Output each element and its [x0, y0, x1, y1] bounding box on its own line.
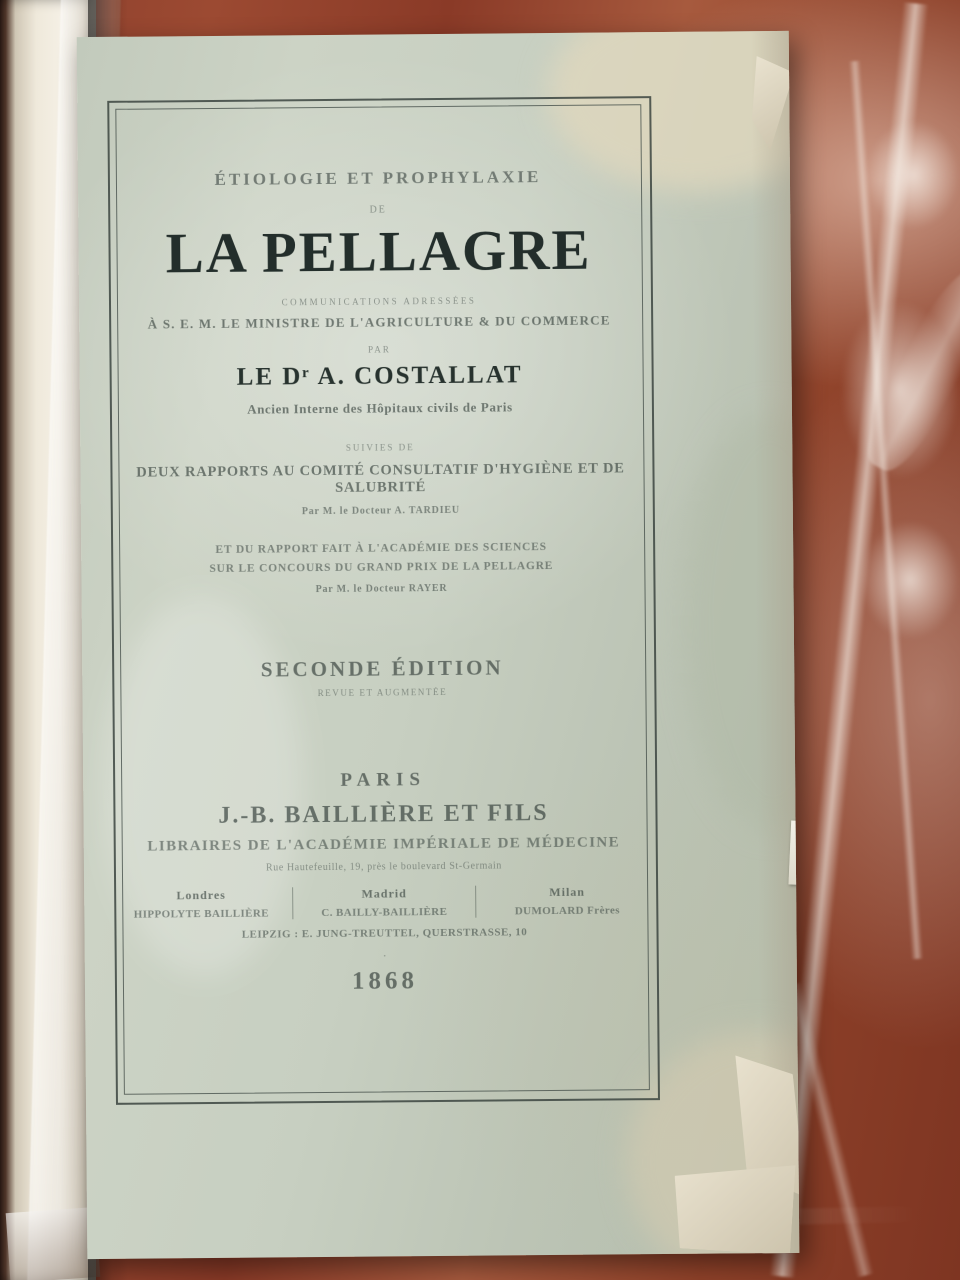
minister-line: À S. E. M. LE MINISTRE DE L'AGRICULTURE & DU COMMERCE	[147, 312, 611, 332]
author-subtitle: Ancien Interne des Hôpitaux civils de Paris	[247, 399, 513, 417]
par-line: PAR	[368, 344, 391, 355]
suivi-de-line: SUIVIES DE	[345, 441, 415, 453]
city-firm: C. BAILLY-BAILLIÈRE	[321, 905, 448, 919]
torn-paper-edge	[723, 31, 800, 1254]
city-firm: DUMOLARD Frères	[514, 904, 620, 918]
de-line: DE	[369, 204, 387, 216]
publisher-address: Rue Hautefeuille, 19, près le boulevard St-Germain	[265, 860, 502, 874]
publication-year: 1868	[351, 966, 419, 995]
city-name: Madrid	[361, 885, 407, 901]
paper-chip	[739, 56, 796, 152]
ornament-separator: ·	[382, 948, 387, 963]
marble-vein	[852, 259, 960, 481]
title-page-sheet	[77, 31, 800, 1259]
marble-blotch	[860, 520, 960, 640]
academy-author-line: Par M. le Docteur RAYER	[315, 582, 448, 595]
marble-blotch	[866, 120, 960, 230]
edition-statement: SECONDE ÉDITION	[260, 655, 504, 682]
agent-city-leipzig: LEIPZIG : E. JUNG-TREUTTEL, QUERSTRASSE, 10	[241, 925, 528, 941]
reports-author-line: Par M. le Docteur A. TARDIEU	[301, 504, 460, 517]
author-name: LE Dʳ A. COSTALLAT	[236, 360, 523, 391]
reports-line: DEUX RAPPORTS AU COMITÉ CONSULTATIF D'HYGIÈNE ET DE SALUBRITÉ	[136, 460, 625, 496]
city-firm: HIPPOLYTE BAILLIÈRE	[133, 907, 270, 921]
edition-note: REVUE ET AUGMENTÉE	[317, 686, 448, 698]
publisher-name: J.-B. BAILLIÈRE ET FILS	[218, 799, 549, 829]
academy-line-1: ET DU RAPPORT FAIT À L'ACADÉMIE DES SCIENCES	[215, 540, 547, 556]
paper-tag	[788, 820, 799, 885]
paper-chip	[670, 1158, 795, 1255]
city-name: Milan	[549, 884, 586, 899]
academy-line-2: SUR LE CONCOURS DU GRAND PRIX DE LA PELLAGRE	[209, 559, 554, 575]
page-title: LA PELLAGRE	[165, 218, 592, 286]
marble-vein	[849, 61, 924, 960]
imprint-city: PARIS	[340, 768, 427, 791]
city-name: Londres	[176, 887, 226, 902]
communications-line: COMMUNICATIONS ADRESSÉES	[281, 295, 477, 308]
title-page-text-block	[115, 104, 648, 1093]
paper-chip	[729, 1048, 799, 1205]
agent-city-milan	[475, 884, 658, 918]
subject-line: ÉTIOLOGIE ET PROPHYLAXIE	[214, 167, 542, 189]
publisher-role: LIBRAIRES DE L'ACADÉMIE IMPÉRIALE DE MÉDECINE	[147, 834, 621, 855]
paper-stain	[680, 410, 799, 832]
marble-blotch	[840, 300, 960, 480]
agent-city-london	[110, 887, 292, 921]
agent-city-madrid	[292, 885, 475, 919]
agent-cities-row	[122, 884, 646, 921]
